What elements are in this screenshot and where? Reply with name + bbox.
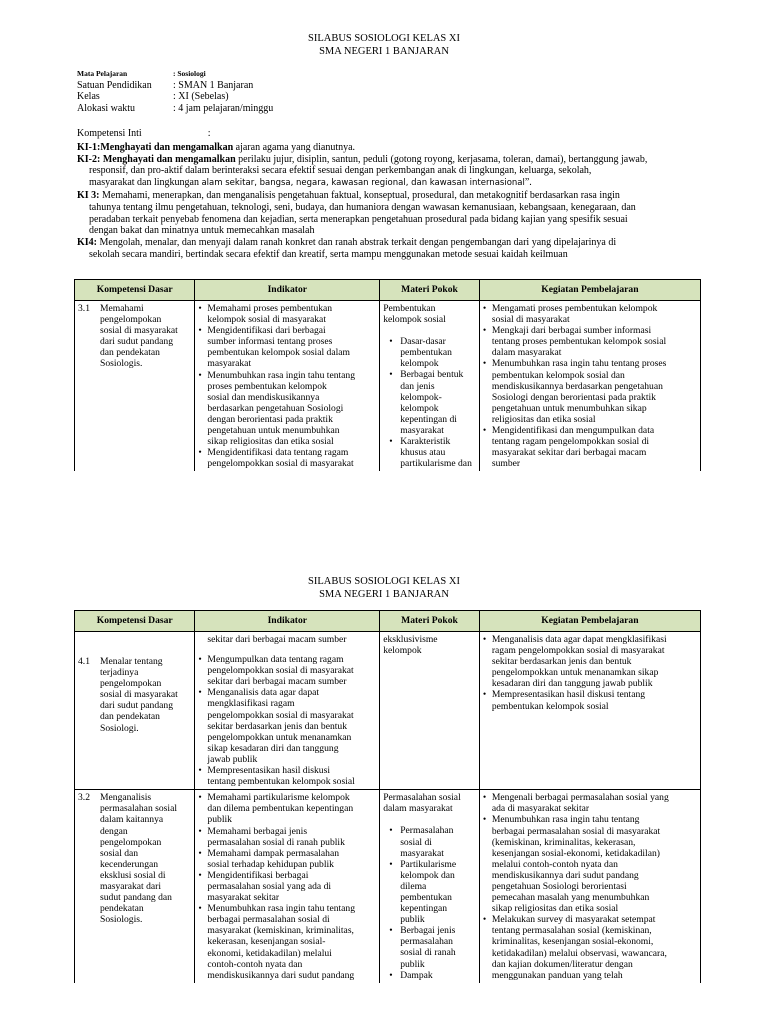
list-item-line: permasalahan sosial di ranah publik [207,836,345,848]
text-line: dengan [100,825,128,837]
list-item-line: masyarakat [400,424,444,436]
list-item-line: pembentukan kelompok sosial dan [491,369,625,381]
list-item-line: pengelompokkan sosial di masyarakat [207,458,354,470]
list-item-line: berdasarkan pengetahuan Sosiologi [207,402,344,414]
col-kegiatan: Kegiatan Pembelajaran [479,280,700,301]
title-line-1: SILABUS SOSIOLOGI KELAS XI [308,33,460,44]
identity-label: Kelas [77,91,100,103]
list-item-line: permasalahan sosial yang ada di [207,880,332,892]
materi-cell [380,301,480,472]
list-item-line: proses pembentukan kelompok [207,380,327,392]
list-item-line: melalui contoh-contoh nyata dan [491,858,618,870]
list-item [383,970,476,981]
ki-2-line [77,177,705,190]
ki-2-label: KI-2: [77,153,103,165]
identity-value: : XI (Sebelas) [173,91,229,103]
text-line: Pembentukan [383,303,436,314]
identity-label: Alokasi waktu [77,102,136,114]
list-item-line: • Berbagai jenis [400,925,456,937]
col-materi-pokok: Materi Pokok [380,280,480,301]
text-line: pengelompokan [100,836,162,848]
list-item-line: tentang ragam pengelompokkan sosial di [491,436,650,448]
title-line-1: SILABUS SOSIOLOGI KELAS XI [308,576,460,587]
kegiatan-list [483,792,697,981]
list-item-line: masyarakat (kemiskinan, kriminalitas, [207,925,354,937]
list-item-line: pengelompokkan untuk menanamkan sikap [491,667,659,679]
text-line: Sosiologis. [100,358,143,370]
ki-heading [77,128,705,140]
ki-3-line: peradaban terkait penyebab fenomena dan kejadian, serta menerapkan pengetahuan prosedural pada bidang kajian yang spesifik sesuai [89,213,628,225]
kd-text [100,656,178,734]
indikator-cell [195,632,380,790]
list-item [483,914,697,981]
list-item-line: kepentingan [400,903,448,915]
kegiatan-cell [479,632,700,790]
list-item-line: dengan berorientasi pada praktik [207,413,333,425]
list-item [383,925,476,969]
list-item [383,336,476,369]
identity-row [77,103,273,115]
list-item-line: sumber [491,458,521,470]
list-item-line: pembentukan [400,891,452,903]
list-item-line: masyarakat [207,358,252,370]
text-line: dan pendekatan [100,711,160,723]
list-item-line: pengetahuan Sosiologi berorientasi [491,880,627,892]
list-item [198,765,376,787]
list-item-line: • Memahami proses pembentukan [207,303,333,314]
list-item-line: • Menumbuhkan rasa ingin tahu tentang [207,369,356,381]
ki-2-bold: Menghayati dan mengamalkan [102,153,236,165]
text-line: sosial di masyarakat [100,325,178,337]
kd-cell [75,790,195,983]
list-item-line: • Mempresentasikan hasil diskusi tentang [491,689,646,701]
list-item [383,369,476,436]
kd-number: 4.1 [78,656,90,667]
list-item-line: jawab publik [207,753,258,765]
list-item [198,903,376,981]
text-line: pengelompokan [100,314,162,326]
list-item-line: kelompok sosial di masyarakat [207,314,326,326]
text-line: eksklusi sosial di [100,869,166,881]
text-line: eksklusivisme [383,634,438,645]
materi-cell [380,632,480,790]
list-item-line: tentang permasalahan sosial (kemiskinan, [491,925,652,937]
list-item-line: • Mengidentifikasi data tentang ragam [207,447,349,459]
table-header-row [75,611,701,632]
list-item-line: • Menumbuhkan rasa ingin tahu tentang [491,814,640,826]
ki-1-bold: Menghayati dan mengamalkan [100,141,234,153]
materi-list [383,336,476,469]
kegiatan-list [483,634,697,712]
list-item-line: • Menumbuhkan rasa ingin tahu tentang [207,903,356,915]
ki-2-text: ”. [524,177,532,189]
ki-1-label: KI-1: [77,141,101,153]
list-item [198,826,376,848]
identity-row [77,91,273,103]
list-item-line: khusus atau [400,447,446,459]
document-title [0,575,768,601]
ki-2-text: masyarakat dan lingkungan [89,177,202,189]
list-item-line: mengklasifikasi ragam [207,698,295,710]
list-item-line: permasalahan [400,936,453,948]
list-item [483,358,697,425]
list-item [198,447,376,469]
list-item [198,792,376,825]
list-item-line: • Memahami dampak permasalahan [207,847,340,859]
list-item-line: dalam masyarakat [491,347,562,359]
text-line: dari sudut pandang [100,700,174,712]
list-item-line: sikap religiositas dan etika sosial [207,436,334,448]
list-item-line: kelompok- [400,391,442,403]
list-item-line: kelompok dan [400,869,455,881]
list-item [483,425,697,469]
text-line: kelompok sosial [383,314,446,326]
list-item-line: kesenjangan sosial-ekonomi, ketidakadilan) [491,847,660,859]
list-item [383,436,476,469]
list-item [198,370,376,448]
list-item [198,848,376,870]
identity-label: Satuan Pendidikan [77,79,152,91]
list-item-line: pemecahan masalah yang menumbuhkan [491,892,650,904]
list-item-line: ragam pengelompokkan sosial di masyarakat [491,645,665,657]
list-item-line: dan kajian dokumen/literatur dengan [491,958,633,970]
list-item [198,325,376,369]
list-item-line: kesadaran diri dan tanggung jawab publik [491,678,653,690]
list-item-line: pembentukan kelompok sosial dalam [207,347,350,359]
list-item-line: kriminalitas, kesenjangan sosial-ekonomi, [491,936,654,948]
indikator-list [198,792,376,981]
list-item-line: • Berbagai bentuk [400,369,464,381]
ki-3 [77,190,705,202]
ki-2-line: responsif, dan pro-aktif dalam berinteraksi secara efektif sesuai dengan perkembangan anak di lingkungan, keluarga, sekolah, [89,165,592,177]
list-item-line: pengetahuan untuk menumbuhkan [207,425,340,437]
list-item [198,870,376,903]
syllabus-table [74,279,701,471]
identity-value: : Sosiologi [173,69,206,78]
list-item [483,792,697,814]
ki-4-line: sekolah secara mandiri, bertindak secara efektif dan kreatif, serta mampu menggunakan metode sesuai kaidah keilmuan [89,248,568,260]
col-indikator: Indikator [195,280,380,301]
text-line: Menalar tentang [100,656,163,667]
indikator-cell [195,301,380,472]
list-item [483,325,697,358]
text-line: dari sudut pandang [100,336,174,348]
text-line: Memahami [100,303,144,314]
title-line-2: SMA NEGERI 1 BANJARAN [319,46,449,57]
list-item-line: mendiskusikannya berdasarkan pengetahuan [491,380,663,392]
ki-2-text-script: alam sekitar, bangsa, negara, kawasan regional, dan kawasan internasional [201,178,525,189]
list-item-line: pengelompokkan sosial di masyarakat [207,665,354,677]
list-item-line: berbagai permasalahan sosial di masyarakat [491,825,661,837]
ki-1 [77,142,705,154]
list-item-line: • Mengkaji dari berbagai sumber informasi [491,325,652,337]
text-line: dalam masyarakat [383,803,453,815]
kegiatan-list [483,303,697,469]
list-item-line: sosial di masyarakat [491,314,570,326]
list-item-line: sikap kesadaran diri dan tanggung [207,742,339,754]
text-line: masyarakat dari [100,880,161,892]
list-item-line: • Dasar-dasar [400,336,446,348]
list-item-line: • Menumbuhkan rasa ingin tahu tentang proses [491,358,667,370]
list-item-line: pengetahuan untuk menumbuhkan sikap [491,402,647,414]
text-line: kecenderungan [100,858,159,870]
list-item-line: publik [400,914,425,926]
list-item [483,303,697,325]
list-item-line: sekitar dari berbagai macam sumber [207,676,347,688]
list-item-line: sekitar berdasarkan jenis dan bentuk [207,720,348,732]
ki-heading-colon: : [207,128,211,139]
list-item-line: berbagai permasalahan sosial di [207,914,330,926]
list-item-line: • Memahami partikularisme kelompok [207,792,350,804]
list-item-line: • Menganalisis data agar dapat [207,687,320,699]
text-line: pengelompokan [100,678,162,690]
materi-continued [383,634,476,656]
text-line: dan pendekatan [100,347,160,359]
ki-2-text: perilaku jujur, disiplin, santun, peduli (gotong royong, kerjasama, toleran, damai), bertanggung jawab, [235,153,648,165]
title-line-2: SMA NEGERI 1 BANJARAN [319,589,449,600]
list-item-line: • Memahami berbagai jenis [207,825,308,837]
ki-3-text: Memahami, menerapkan, dan menganalisis pengetahuan faktual, konseptual, prosedural, dan metakognitif berdasarkan rasa ingin [102,189,620,201]
materi-cell [380,790,480,983]
list-item-line: publik [207,814,232,826]
list-item-line: tentang proses pembentukan kelompok sosial [491,336,667,348]
kd-number: 3.1 [78,303,90,314]
list-item-line: pembentukan kelompok sosial [491,700,609,712]
col-kompetensi-dasar: Kompetensi Dasar [75,280,195,301]
kd-number: 3.2 [78,792,90,804]
ki-1-text: ajaran agama yang dianutnya. [233,141,356,153]
list-item-line: kepentingan di [400,413,457,425]
materi-list [383,825,476,980]
list-item-line: ada di masyarakat sekitar [491,803,590,815]
list-item-line: • Mengidentifikasi dari berbagai [207,325,326,337]
ki-4-text: Mengolah, menalar, dan menyaji dalam ranah konkret dan ranah abstrak terkait dengan pengembangan dari yang dipelajarinya di [99,237,617,249]
list-item-line: ketidakadilan) melalui observasi, wawancara, [491,947,667,959]
kd-cell [75,632,195,790]
list-item-line: • Melakukan survey di masyarakat setempat [491,914,656,926]
list-item-line: • Permasalahan [400,825,454,837]
col-kegiatan: Kegiatan Pembelajaran [479,611,700,632]
materi-heading [383,792,476,814]
list-item-line: partikularisme dan [400,458,472,470]
kompetensi-inti [77,128,705,261]
text-line: Menganalisis [100,792,152,804]
list-item [198,654,376,687]
text-line: sosial di masyarakat [100,689,178,701]
list-item-line: ekonomi, ketidakadilan) melalui [207,947,332,959]
list-item [483,814,697,914]
text-line: permasalahan sosial [100,803,177,815]
ki-heading-text: Kompetensi Inti [77,128,142,139]
col-kompetensi-dasar: Kompetensi Dasar [75,611,195,632]
text-line: pendekatan [100,903,144,915]
list-item-line: masyarakat sekitar dari berbagai macam [491,447,647,459]
list-item-line: dan dilema pembentukan kepentingan [207,803,354,815]
text-line: Permasalahan sosial [383,792,461,804]
kd-text [100,792,177,925]
table-header-row [75,280,701,301]
identity-value: : 4 jam pelajaran/minggu [173,102,274,114]
list-item-line: • Dampak [400,969,433,981]
list-item-line: dilema [400,880,427,892]
ki-4-label: KI4: [77,237,100,249]
list-item [198,687,376,765]
list-item-line: • Mengidentifikasi dan mengumpulkan data [491,425,655,437]
list-item-line: menggunakan panduan yang telah [491,969,623,981]
list-item-line: contoh-contoh nyata dan [207,958,303,970]
kegiatan-cell [479,301,700,472]
indikator-continued: sekitar dari berbagai macam sumber [207,634,347,645]
ki-3-line: dengan bakat dan minatnya untuk memecahkan masalah [89,225,315,237]
list-item-line: sekitar berdasarkan jenis dan bentuk [491,656,632,668]
page-2 [0,560,768,1024]
list-item-line: masyarakat [400,847,444,859]
text-line: Sosiologi. [100,722,139,734]
materi-heading [383,303,476,325]
table-row [75,301,701,472]
ki-3-label: KI 3: [77,189,102,201]
col-indikator: Indikator [195,611,380,632]
list-item-line: kelompok [400,358,439,370]
list-item-line: • Mengenali berbagai permasalahan sosial yang [491,792,669,804]
list-item [383,859,476,926]
list-item-line: tentang pembentukan kelompok sosial [207,776,355,788]
kegiatan-cell [479,790,700,983]
kd-text [100,303,178,370]
list-item [383,825,476,858]
list-item-line: publik [400,958,425,970]
list-item-line: • Karakteristik [400,436,451,448]
ki-3-line: tahunya tentang ilmu pengetahuan, teknologi, seni, budaya, dan humaniora dengan wawasan kemanusiaan, kebangsaan, kenegaraan, dan [89,201,636,213]
list-item-line: sosial di ranah [400,947,456,959]
identity-value: : SMAN 1 Banjaran [173,79,254,91]
indikator-list [198,303,376,469]
list-item-line: pengelompokkan untuk menanamkan [207,731,352,743]
list-item-line: sosial dan mendiskusikannya [207,391,320,403]
table-row [75,790,701,983]
list-item-line: sosial di [400,836,432,848]
document-title [0,32,768,58]
list-item-line: • Partikularisme [400,858,457,870]
list-item-line: • Mengumpulkan data tentang ragam [207,654,344,666]
text-line: sudut pandang dan [100,892,172,904]
list-item-line: pengelompokkan sosial di masyarakat [207,709,354,721]
list-item-line: sikap religiositas dan etika sosial [491,903,619,915]
table-row [75,632,701,790]
text-line: kelompok [383,645,422,657]
ki-4 [77,237,705,249]
list-item-line: • Mempresentasikan hasil diskusi [207,765,330,777]
list-item-line: • Mengamati proses pembentukan kelompok [491,303,658,314]
list-item-line: • Mengidentifikasi berbagai [207,869,309,881]
identity-row [77,80,273,92]
identity-block [77,68,273,114]
list-item-line: masyarakat sekitar [207,892,280,904]
list-item-line: pembentukan [400,347,452,359]
list-item-line: sumber informasi tentang proses [207,336,333,348]
list-item-line: sosial terhadap kehidupan publik [207,858,334,870]
list-item-line: • Menganalisis data agar dapat mengklasifikasi [491,634,667,645]
list-item-line: kekerasan, kesenjangan sosial- [207,936,326,948]
syllabus-table [74,610,701,983]
list-item [483,634,697,689]
indikator-list [198,654,376,787]
identity-row [77,68,273,80]
list-item-line: mendiskusikannya dari sudut pandang [207,969,355,981]
col-materi-pokok: Materi Pokok [380,611,480,632]
list-item-line: (kemiskinan, kriminalitas, kekerasan, [491,836,636,848]
list-item-line: Sosiologi dengan berorientasi pada praktik [491,391,656,403]
list-item [483,689,697,711]
list-item-line: mendiskusikannya dari sudut pandang [491,869,639,881]
list-item-line: dan jenis [400,380,435,392]
list-item-line: religiositas dan etika sosial [491,413,596,425]
text-line: Sosiologis. [100,914,143,926]
text-line: dalam kaitannya [100,814,164,826]
text-line: sosial dan [100,847,139,859]
ki-2 [77,154,705,166]
identity-label: Mata Pelajaran [77,69,128,78]
kd-cell [75,301,195,472]
list-item [198,303,376,325]
indikator-cell [195,790,380,983]
text-line: terjadinya [100,667,139,679]
list-item-line: kelompok [400,402,439,414]
